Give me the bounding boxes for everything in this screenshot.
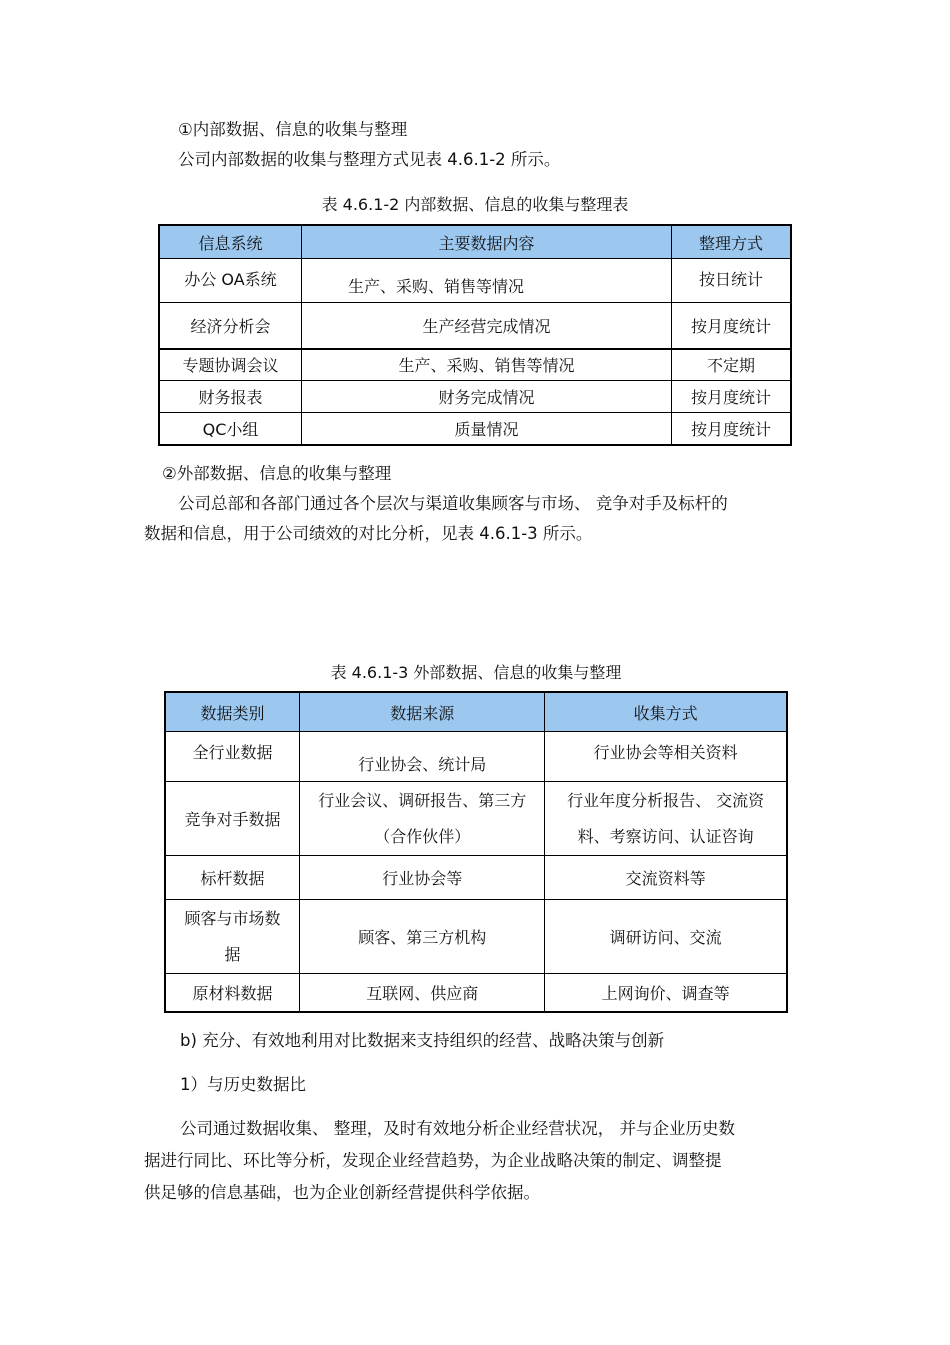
table-cell: 财务报表 [159,381,302,413]
table-cell: 互联网、供应商 [300,974,545,1012]
table-cell: QC小组 [159,413,302,445]
table-cell: 生产经营完成情况 [302,303,672,349]
section2-heading: ②外部数据、信息的收集与整理 [162,464,392,483]
section2-line1: 公司总部和各部门通过各个层次与渠道收集顾客与市场、 竞争对手及标杆的 [178,494,728,513]
table-header-row [165,692,787,732]
table-cell: 按日统计 [671,259,791,303]
table-row [165,974,787,1012]
header-cell: 收集方式 [545,692,787,732]
section3-sub1: 1）与历史数据比 [180,1075,306,1094]
external-data-table [164,691,788,1013]
table-row [165,732,787,782]
table-cell: 生产、采购、销售等情况 [302,259,672,303]
table-row [159,259,791,303]
header-cell: 信息系统 [159,225,302,259]
table-cell: 行业协会等相关资料 [545,732,787,782]
table-cell: 交流资料等 [545,856,787,900]
table-cell: 财务完成情况 [302,381,672,413]
table1-caption: 表 4.6.1-2 内部数据、信息的收集与整理表 [321,195,629,214]
table-cell: 行业会议、调研报告、第三方（合作伙伴） [300,782,545,856]
table-row [159,413,791,445]
header-cell: 整理方式 [671,225,791,259]
table-cell: 不定期 [671,349,791,381]
table-row [165,856,787,900]
table-cell: 标杆数据 [165,856,300,900]
internal-data-table [158,224,792,446]
section1-intro: 公司内部数据的收集与整理方式见表 4.6.1-2 所示。 [178,150,561,169]
table-cell: 按月度统计 [671,303,791,349]
table-cell: 竞争对手数据 [165,782,300,856]
table-row [159,349,791,381]
section3-p1: 公司通过数据收集、 整理，及时有效地分析企业经营状况， 并与企业历史数 [180,1119,735,1138]
table-row [159,381,791,413]
table-cell: 经济分析会 [159,303,302,349]
header-cell: 主要数据内容 [302,225,672,259]
table-cell: 按月度统计 [671,413,791,445]
table-cell: 生产、采购、销售等情况 [302,349,672,381]
header-cell: 数据类别 [165,692,300,732]
section3-p3: 供足够的信息基础，也为企业创新经营提供科学依据。 [144,1183,540,1202]
table-cell: 行业协会等 [300,856,545,900]
section3-b-line: b) 充分、有效地利用对比数据来支持组织的经营、战略决策与创新 [180,1031,665,1050]
table-cell: 行业年度分析报告、 交流资料、考察访问、认证咨询 [545,782,787,856]
table-cell: 按月度统计 [671,381,791,413]
table-cell: 办公 OA系统 [159,259,302,303]
table-cell: 调研访问、交流 [545,900,787,974]
section2-line2: 数据和信息，用于公司绩效的对比分析，见表 4.6.1-3 所示。 [144,524,593,543]
table-cell: 上网询价、调查等 [545,974,787,1012]
table-cell: 顾客、第三方机构 [300,900,545,974]
section1-heading: ①内部数据、信息的收集与整理 [178,120,408,139]
table-cell: 质量情况 [302,413,672,445]
table2-caption: 表 4.6.1-3 外部数据、信息的收集与整理 [330,663,622,682]
header-cell: 数据来源 [300,692,545,732]
table-cell: 顾客与市场数据 [165,900,300,974]
table-row [159,303,791,349]
table-cell: 专题协调会议 [159,349,302,381]
table-cell: 行业协会、统计局 [300,732,545,782]
table-row [165,900,787,974]
table-cell: 原材料数据 [165,974,300,1012]
table-cell: 全行业数据 [165,732,300,782]
section3-p2: 据进行同比、环比等分析，发现企业经营趋势，为企业战略决策的制定、调整提 [144,1151,722,1170]
table-header-row [159,225,791,259]
table-row [165,782,787,856]
